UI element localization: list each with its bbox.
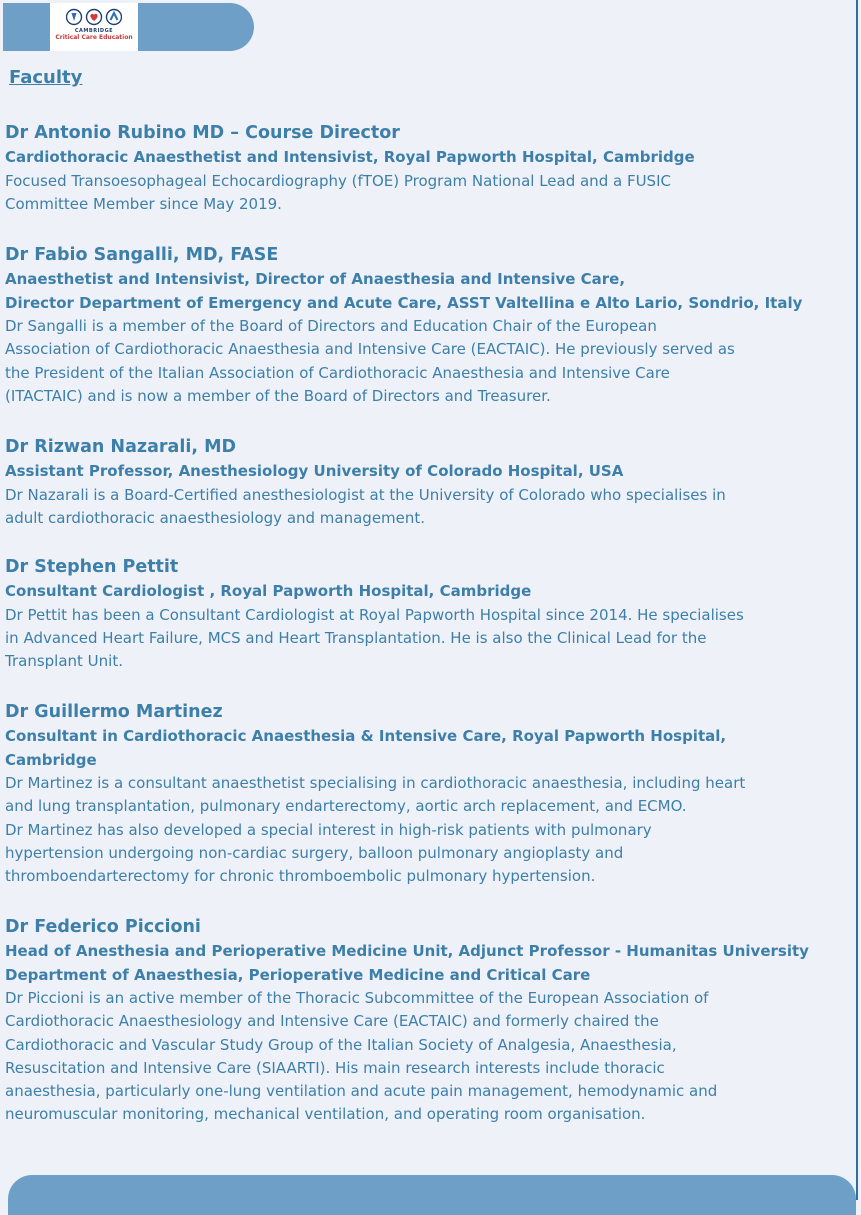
member-role: Consultant in Cardiothoracic Anaesthesia & Intensive Care, Royal Papworth Hospital, Cambridge	[5, 727, 727, 769]
faculty-member-martinez	[5, 699, 853, 914]
logo	[50, 3, 138, 51]
member-role: Head of Anesthesia and Perioperative Medicine Unit, Adjunct Professor - Humanitas University Department of Anaesthesia, Perioperative Medicine and Critical Care	[5, 942, 809, 984]
logo-emblem-icon	[66, 8, 122, 26]
member-name: Dr Stephen Pettit	[5, 557, 179, 577]
member-bio: Dr Nazarali is a Board-Certified anesthesiologist at the University of Colorado who specialises in adult cardiothoracic anaesthesiology and management.	[5, 485, 726, 527]
member-name: Dr Guillermo Martinez	[5, 702, 223, 722]
faculty-member-piccioni	[5, 914, 853, 1127]
member-role: Anaesthetist and Intensivist, Director of Anaesthesia and Intensive Care, Director Department of Emergency and Acute Care, ASST Valtellina e Alto Lario, Sondrio, Italy	[5, 270, 803, 312]
member-role: Cardiothoracic Anaesthetist and Intensivist, Royal Papworth Hospital, Cambridge	[5, 148, 695, 166]
bottom-banner	[8, 1175, 856, 1215]
faculty-heading: Faculty	[9, 67, 83, 88]
member-name: Dr Federico Piccioni	[5, 917, 201, 937]
faculty-member-nazarali	[5, 434, 853, 554]
member-bio: Dr Piccioni is an active member of the Thoracic Subcommittee of the European Association of Cardiothoracic Anaesthesiology and Intensive Care (EACTAIC) and formerly chaired the Cardiothoracic and Vascular Study Group of the Italian Society of Analgesia, Anaesthesia, Resuscitation and Intensive Care (SIAARTI). His main research interests include thoracic anaesthesia, particularly one-lung ventilation and acute pain management, hemodynamic and neuromuscular monitoring, mechanical ventilation, and operating room organisation.	[5, 989, 718, 1124]
logo-org-line-1: CAMBRIDGE	[74, 28, 114, 34]
member-bio: Focused Transoesophageal Echocardiography (fTOE) Program National Lead and a FUSIC Committee Member since May 2019.	[5, 171, 671, 213]
faculty-list	[5, 120, 853, 1127]
member-name: Dr Fabio Sangalli, MD, FASE	[5, 245, 279, 265]
faculty-member-rubino	[5, 120, 853, 242]
member-bio: Dr Pettit has been a Consultant Cardiologist at Royal Papworth Hospital since 2014. He specialises in Advanced Heart Failure, MCS and Heart Transplantation. He is also the Clinical Lead for the Transplant Unit.	[5, 605, 744, 671]
member-role: Consultant Cardiologist , Royal Papworth Hospital, Cambridge	[5, 582, 532, 600]
member-role: Assistant Professor, Anesthesiology University of Colorado Hospital, USA	[5, 462, 624, 480]
faculty-member-pettit	[5, 554, 853, 699]
member-bio: Dr Martinez is a consultant anaesthetist specialising in cardiothoracic anaesthesia, including heart and lung transplantation, pulmonary endarterectomy, aortic arch replacement, and ECMO. Dr Martinez has also developed a special interest in high-risk patients with pulmonary hypertension undergoing non-cardiac surgery, balloon pulmonary angioplasty and thromboendarterectomy for chronic thromboembolic pulmonary hypertension.	[5, 774, 746, 886]
member-name: Dr Antonio Rubino MD – Course Director	[5, 123, 400, 143]
logo-org-line-2: Critical Care Education	[55, 34, 133, 41]
member-bio: Dr Sangalli is a member of the Board of Directors and Education Chair of the European Association of Cardiothoracic Anaesthesia and Intensive Care (EACTAIC). He previously served as the President of the Italian Association of Cardiothoracic Anaesthesia and Intensive Care (ITACTAIC) and is now a member of the Board of Directors and Treasurer.	[5, 317, 735, 405]
faculty-member-sangalli	[5, 242, 853, 434]
member-name: Dr Rizwan Nazarali, MD	[5, 437, 237, 457]
